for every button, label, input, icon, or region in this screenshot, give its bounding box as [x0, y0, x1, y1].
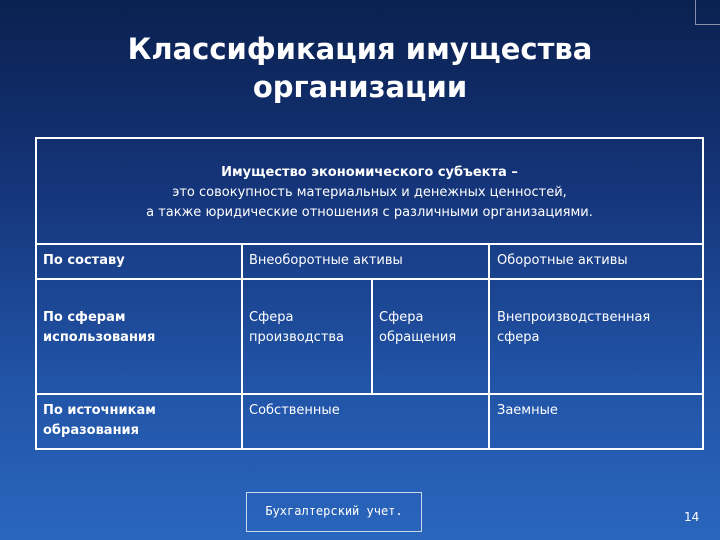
- cell-current-assets: Оборотные активы: [497, 253, 628, 268]
- row-label-sources-line-1: По источникам: [43, 403, 156, 418]
- cell-circulation-line-2: обращения: [379, 330, 457, 345]
- row-label-usage-line-2: использования: [43, 330, 156, 345]
- row-divider: [37, 393, 702, 395]
- cell-own-sources: Собственные: [249, 403, 340, 418]
- classification-table: [35, 137, 704, 450]
- row-label-composition: По составу: [43, 253, 125, 268]
- row-divider: [37, 243, 702, 245]
- footer-caption: Бухгалтерский учет.: [246, 492, 422, 532]
- cell-borrowed-sources: Заемные: [497, 403, 558, 418]
- cell-nonproduction-sphere: [497, 308, 650, 348]
- title-line-2: организации: [252, 70, 468, 104]
- row-divider: [37, 278, 702, 280]
- column-divider: [371, 278, 373, 393]
- page-number: 14: [684, 510, 700, 524]
- slide-title: [0, 30, 720, 106]
- row-label-sources-line-2: образования: [43, 423, 140, 438]
- cell-noncurrent-assets: Внеоборотные активы: [249, 253, 403, 268]
- row-label-usage: [43, 308, 155, 348]
- cell-nonproduction-line-1: Внепроизводственная: [497, 310, 651, 325]
- definition-term: Имущество экономического субъекта –: [221, 165, 518, 180]
- row-label-sources: [43, 401, 156, 441]
- definition-cell: [37, 139, 702, 243]
- cell-production-line-1: Сфера: [249, 310, 294, 325]
- cell-production-line-2: производства: [249, 330, 345, 345]
- row-label-usage-line-1: По сферам: [43, 310, 126, 325]
- definition-line-2: это совокупность материальных и денежных ценностей,: [172, 185, 567, 200]
- cell-circulation-sphere: [379, 308, 456, 348]
- cell-circulation-line-1: Сфера: [379, 310, 424, 325]
- column-divider: [241, 243, 243, 448]
- corner-decoration: [695, 0, 720, 25]
- cell-production-sphere: [249, 308, 344, 348]
- definition-line-3: а также юридические отношения с различными организациями.: [146, 205, 593, 220]
- title-line-1: Классификация имущества: [127, 32, 593, 66]
- cell-nonproduction-line-2: сфера: [497, 330, 540, 345]
- column-divider: [488, 243, 490, 448]
